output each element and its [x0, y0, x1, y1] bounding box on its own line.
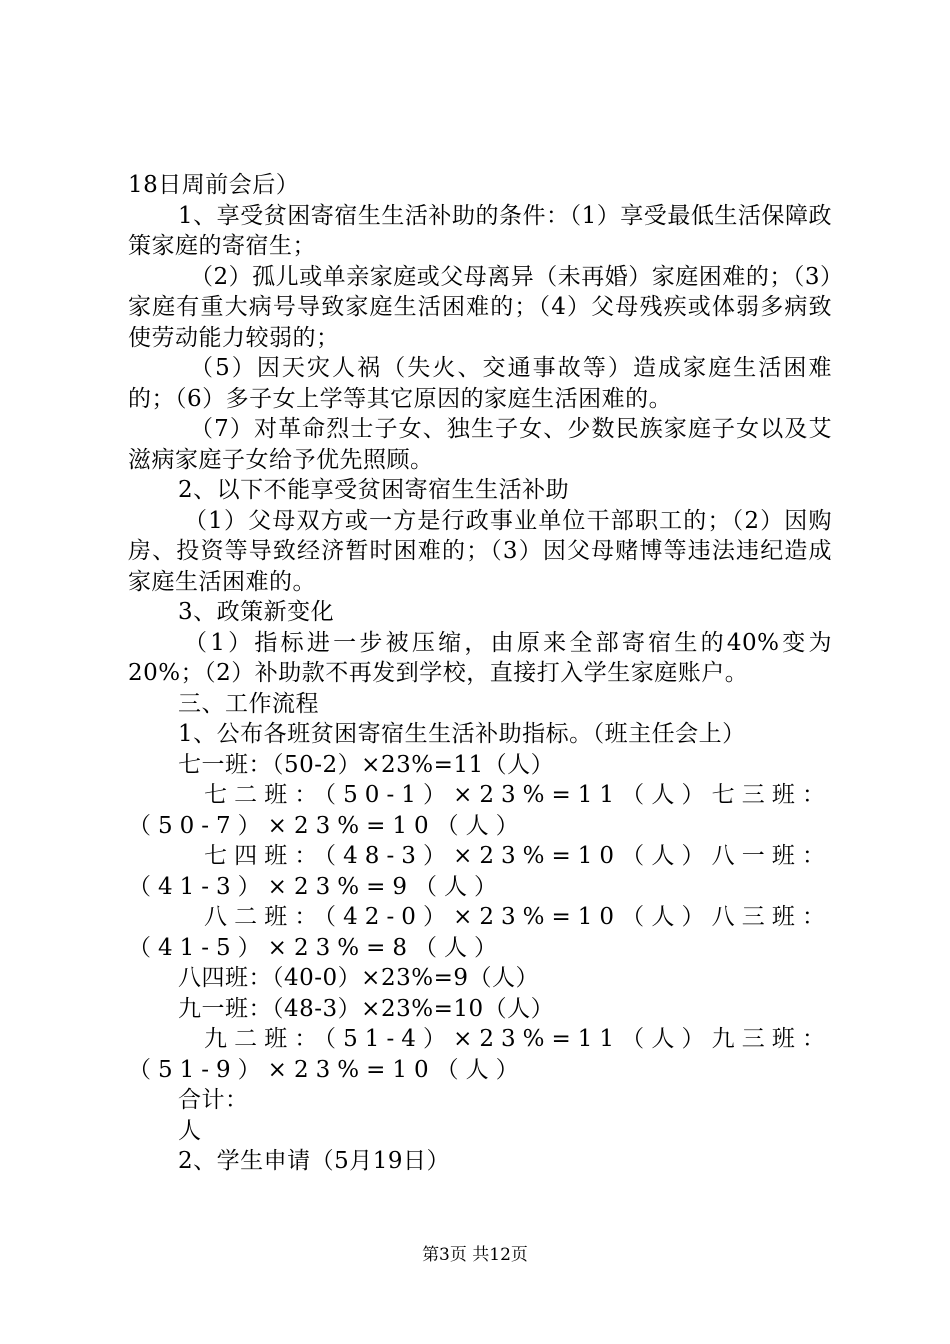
paragraph-intro-date: 18日周前会后） [128, 172, 300, 198]
quota-line-class-7-1: 七一班：（50-2）×23%=11（人） [178, 751, 555, 778]
document-body [128, 170, 832, 1177]
paragraph-condition-7: （7）对革命烈士子女、独生子女、少数民族家庭子女以及艾滋病家庭子女给予优先照顾。 [128, 416, 832, 473]
quota-line-class-7-2-7-3: 七二班：（50-1）×23%=11（人）七三班：（50-7）×23%=10（人） [128, 782, 832, 839]
quota-total-unit: 人 [178, 1117, 202, 1144]
section-heading-workflow: 三、工作流程 [178, 690, 319, 717]
page-number-footer: 第3页 共12页 [422, 1245, 528, 1265]
paragraph-publish-quota: 1、公布各班贫困寄宿生生活补助指标。（班主任会上） [178, 721, 746, 747]
quota-line-class-9-2-9-3: 九二班：（51-4）×23%=11（人）九三班：（51-9）×23%=10（人） [128, 1026, 832, 1083]
paragraph-exclusions: （1）父母双方或一方是行政事业单位干部职工的；（2）因购房、投资等导致经济暂时困难的；（3）因父母赌博等违法违纪造成家庭生活困难的。 [128, 507, 832, 595]
paragraph-policy-change: （1）指标进一步被压缩，由原来全部寄宿生的40%变为20%；（2）补助款不再发到学校，直接打入学生家庭账户。 [128, 629, 832, 686]
paragraph-exclusions-heading: 2、以下不能享受贫困寄宿生生活补助 [178, 477, 570, 503]
quota-line-class-7-4-8-1: 七四班：（48-3）×23%=10（人）八一班：（41-3）×23%=9（人） [128, 843, 832, 900]
quota-total-label: 合计： [178, 1087, 249, 1113]
paragraph-subsidy-conditions: 1、享受贫困寄宿生生活补助的条件：（1）享受最低生活保障政策家庭的寄宿生； [128, 202, 832, 259]
quota-line-class-9-1: 九一班：（48-3）×23%=10（人） [178, 995, 555, 1022]
paragraph-policy-change-heading: 3、政策新变化 [178, 599, 335, 625]
paragraph-student-application: 2、学生申请（5月19日） [178, 1148, 451, 1174]
paragraph-condition-2-4: （2）孤儿或单亲家庭或父母离异（未再婚）家庭困难的；（3）家庭有重大病号导致家庭生活困难的；（4）父母残疾或体弱多病致使劳动能力较弱的； [128, 263, 832, 351]
quota-line-class-8-4: 八四班：（40-0）×23%=9（人） [178, 965, 539, 991]
paragraph-condition-5-6: （5）因天灾人祸（失火、交通事故等）造成家庭生活困难的；（6）多子女上学等其它原因的家庭生活困难的。 [128, 355, 832, 412]
quota-line-class-8-2-8-3: 八二班：（42-0）×23%=10（人）八三班：（41-5）×23%=8（人） [128, 904, 832, 961]
